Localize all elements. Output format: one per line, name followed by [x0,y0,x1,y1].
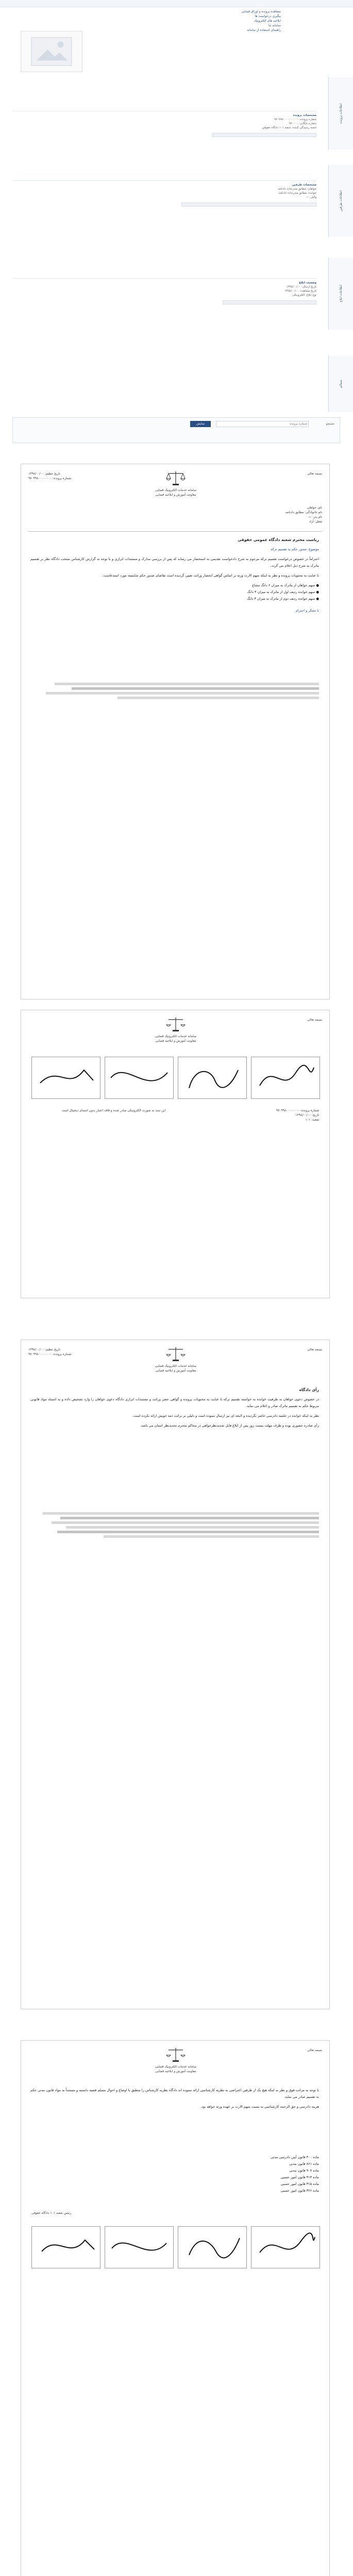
filter-bar [12,417,340,443]
doc-title: بسمه تعالی [307,1018,322,1022]
document-page [21,1340,330,2009]
doc-paragraph: احتراماً در خصوص درخواست تقسیم ترکه مرحوم به شرح دادخواست تقدیمی به استحضار می رساند که پس از بررسی مدارک و مستندات ابرازی و با توجه به گزارش کارشناس منتخب دادگاه نظر بر تقسیم ماترک به شرح ذیل اعلام می گردد. [30,557,319,568]
signature-box [251,1057,320,1099]
search-input[interactable] [216,421,309,427]
doc-org: سامانه خدمات الکترونیک قضایی معاونت آموزش و ابلاغیه قضایی [155,1035,197,1043]
signature-box [31,1057,100,1099]
signature-icon [251,1057,320,1098]
bullet-item: ● سهم خواهان از ماترک به میزان ۶ دانگ مشاع [252,583,319,587]
section-row: تاریخ مشاهده: ۱۳۹۸/۰۰/۰۰ [284,290,316,293]
doc-title-block [229,471,322,476]
section-notice [12,278,316,361]
doc-paragraph: با عنایت به محتویات پرونده و نظر به اینکه سهم الارث ورثه بر اساس گواهی انحصار وراثت تعیین گردیده است تقاضای صدور حکم شایسته مورد استدعاست. [102,573,319,578]
section-case [12,111,316,162]
top-bar [0,0,353,7]
search-button[interactable]: نمایش [190,421,211,427]
tab-notice-info[interactable]: اطلاعات ابلاغ [328,258,353,330]
section-title: مشخصات پرونده [293,114,316,117]
document-page [21,464,330,999]
tab-attachments[interactable]: ضمائم [328,355,353,412]
signature-icon [251,2227,320,2268]
reference-link[interactable]: ماده ۳۲۶ قانون امور حسبی [280,2189,319,2193]
party-row: نام: خواهان [307,506,322,510]
party-row: نام پدر: — [308,515,322,519]
header-link[interactable]: پیگیری درخواست ها [255,14,281,18]
doc-body [30,536,319,617]
header-links [33,9,281,32]
signature-icon [32,1057,100,1098]
document-page [21,1010,330,1298]
header-link[interactable]: راهنمای استفاده از سامانه [247,28,281,32]
org-subname: معاونت آموزش و ابلاغیه قضایی [155,493,196,497]
scales-emblem [164,1345,187,1365]
signature-box [105,1057,174,1099]
section-row: خواهان: مطابق مندرجات دادنامه [278,188,316,191]
signature-box [105,2226,174,2268]
signature-icon [105,2227,173,2268]
doc-date: تاریخ تنظیم: ۱۳۹۸/۰۰/۰۰ [28,472,60,476]
header-link[interactable]: سامانه ثنا [268,24,281,27]
reference-link[interactable]: ماده ۸۶۱ قانون مدنی [289,2162,319,2166]
section-row: شماره بایگانی: ۹۷۰۰۰۰ [289,122,316,125]
image-placeholder-icon [21,31,82,72]
signature-box [178,2226,247,2268]
signature-row [31,2226,320,2268]
party-row: نام خانوادگی: مطابق دادنامه [285,511,322,514]
signature-box [31,2226,100,2268]
tab-case-info[interactable]: اطلاعات پرونده [328,77,353,149]
doc-org: سامانه خدمات الکترونیک قضایی معاونت آموزش و ابلاغیه قضایی [155,1364,197,1372]
scales-emblem [164,1015,187,1035]
doc-date-block [28,471,111,481]
section-row: تاریخ ارسال: ۱۳۹۸/۰۰/۰۰ [286,285,316,289]
parties-table [33,505,322,524]
reference-link[interactable]: ماده ۳۱۵ قانون امور حسبی [280,2182,319,2186]
placeholder-lines [31,1510,319,1540]
header-link[interactable]: ابلاغیه های الکترونیک [254,19,281,23]
doc-subject: موضوع: صدور حکم به تقسیم ترکه [271,547,319,551]
section-row: وکیل: — [306,196,316,199]
section-title: مشخصات طرفین [292,183,316,187]
document-thumbnail-placeholder[interactable] [21,31,82,72]
party-row: شغل: آزاد [309,520,322,523]
filter-label: جستجو [326,422,334,426]
scales-emblem [164,2046,187,2065]
section-parties [12,180,316,242]
doc-date-block: تاریخ تنظیم: ۱۳۹۸/۰۰/۰۰ شماره پرونده: ۹۷۰۹۹۸۰۰۰۰۰۰۰۰ [28,1348,72,1356]
signature-box [251,2226,320,2268]
header-link[interactable]: مشاهده پرونده و اوراق قضایی [241,10,281,13]
signature-box [178,1057,247,1099]
scales-of-justice-icon [164,2046,187,2063]
signature-icon [178,2227,246,2268]
tab-parties-info[interactable]: اطلاعات طرفین [328,165,353,237]
signature-icon [178,1057,246,1098]
input-field[interactable] [181,202,316,207]
scales-of-justice-icon [164,1345,187,1363]
doc-paragraph: در خصوص دعوی خواهان به طرفیت خوانده به خواسته تقسیم ترکه با عنایت به محتویات پرونده و گواهی حصر وراثت و مستندات ابرازی دادگاه دعوی خواهان را وارد تشخیص داده و به استناد مواد قانونی مربوط حکم به تقسیم ماترک صادر و اعلام می نماید. [30,1397,319,1408]
doc-org: سامانه خدمات الکترونیک قضایی معاونت آموزش و ابلاغیه قضایی [155,2065,197,2073]
doc-title: بسمه تعالی [307,2048,322,2052]
signature-row [31,1057,320,1099]
reference-list [30,2154,319,2194]
section-row: شعبه رسیدگی کننده: شعبه ۱۰۱ دادگاه حقوقی [262,126,316,129]
doc-paragraph: نظر به اینکه خوانده در جلسه دادرسی حاضر نگردیده و لایحه ای نیز ارسال ننموده است و دلیلی بر برائت ذمه خویش ارائه نکرده است. [132,1414,319,1418]
input-field[interactable] [223,300,316,304]
judge-title: رئیس شعبه ۱۰۱ دادگاه حقوقی [31,2211,71,2215]
doc-closing: با تشکر و احترام [295,608,319,613]
section-title: وضعیت ابلاغ [299,281,316,284]
reference-link[interactable]: ماده ۳۱۳ قانون امور حسبی [280,2175,319,2179]
reference-link[interactable]: ماده ۹۰۷ قانون مدنی [289,2168,319,2173]
doc-org [119,488,232,497]
signature-icon [32,2227,100,2268]
section-row: نوع ابلاغ: الکترونیکی [292,294,316,297]
doc-paragraph: هزینه دادرسی و حق الزحمه کارشناسی به نسبت سهم الارث بر عهده ورثه خواهد بود. [200,2105,319,2109]
doc-title: بسمه تعالی [307,472,322,476]
placeholder-lines [31,681,319,701]
section-row: شماره پرونده: ۹۷۰۹۹۸۰۰۰۰۰۰۰۰۰۰ [274,118,316,121]
scales-of-justice-icon [164,469,187,487]
bullet-item: ● سهم خوانده ردیف اول از ماترک به میزان ۳ دانگ [247,590,319,594]
scales-of-justice-icon [164,1015,187,1033]
doc-heading: ریاست محترم شعبه دادگاه عمومی حقوقی [238,537,319,542]
scales-emblem [164,469,187,489]
doc-paragraph: با توجه به مراتب فوق و نظر به اینکه هیچ یک از طرفین اعتراضی به نظریه کارشناسی ارائه ننموده اند دادگاه نظریه کارشناس را منطبق با اوضاع و احوال مسلم قضیه دانسته و مستنداً به مواد قانون مدنی حکم به تقسیم صادر می نماید. [30,2088,319,2099]
bullet-item: ● سهم خوانده ردیف دوم از ماترک به میزان ۳ دانگ [247,597,319,601]
section-row: خوانده: مطابق مندرجات دادنامه [278,192,316,195]
doc-footer: این سند به صورت الکترونیکی صادر شده و فاقد اعتبار بدون امضای دیجیتال است [61,1109,165,1112]
doc-title: بسمه تعالی [307,1348,322,1351]
document-page [21,2040,330,2576]
doc-body [30,2087,319,2113]
org-name: سامانه خدمات الکترونیک قضایی [155,488,197,492]
doc-number: شماره پرونده: ۹۷۰۹۹۸۰۰۰۰۰۰۰۰ [28,477,72,480]
divider [28,531,322,532]
doc-body [30,1386,319,1432]
doc-paragraph: رأی صادره حضوری بوده و ظرف مهلت بیست روز پس از ابلاغ قابل تجدیدنظرخواهی در محاکم محترم تجدیدنظر استان می باشد. [140,1423,319,1428]
input-field[interactable] [212,133,316,137]
meta-block: شماره پرونده: ۹۷۰۹۹۸۰۰۰۰۰۰۰۰ تاریخ: ۱۳۹۸/۰۰/۰۰ شعبه: ۱۰۱ [276,1109,319,1122]
reference-link[interactable]: ماده ۳۰۰ قانون آیین دادرسی مدنی [271,2155,319,2159]
doc-heading: رأی دادگاه [299,1387,319,1392]
signature-icon [105,1057,173,1098]
